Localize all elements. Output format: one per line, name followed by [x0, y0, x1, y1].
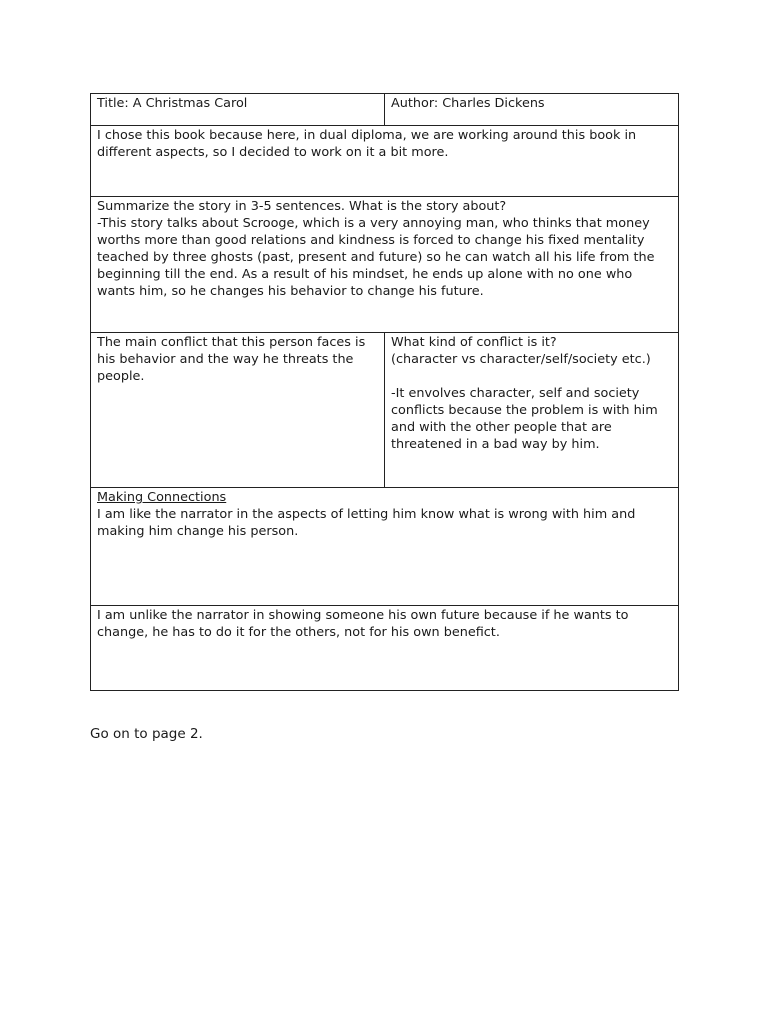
main-conflict-text: The main conflict that this person faces is his behavior and the way he threats the people.: [97, 335, 366, 384]
unlike-narrator-row: [91, 606, 679, 691]
summary-row: [91, 197, 679, 333]
book-author-cell: [385, 94, 679, 126]
conflict-type-spacer: [391, 368, 672, 385]
title-row: [91, 94, 679, 126]
unlike-narrator-text: I am unlike the narrator in showing someone his own future because if he wants to change, he has to do it for the others, not for his own benefict.: [97, 608, 629, 640]
connections-heading: Making Connections: [97, 490, 227, 505]
summary-prompt: Summarize the story in 3-5 sentences. What is the story about?: [97, 199, 507, 214]
reason-row: [91, 126, 679, 197]
book-title: Title: A Christmas Carol: [97, 96, 248, 111]
main-conflict-cell: [91, 333, 385, 488]
summary-text: -This story talks about Scrooge, which is a very annoying man, who thinks that money worths more than good relations and kindness is forced to change his fixed mentality teached by three ghosts (past, present and future) so he can watch all his life from the beginning till the end. As a result of his mindset, he ends up alone with no one who wants him, so he changes his behavior to change his future.: [97, 216, 655, 299]
like-narrator-text: I am like the narrator in the aspects of letting him know what is wrong with him and making him change his person.: [97, 507, 636, 539]
like-narrator-row: [91, 488, 679, 606]
next-page-note: Go on to page 2.: [90, 726, 203, 742]
like-narrator-cell: [91, 488, 679, 606]
conflict-row: [91, 333, 679, 488]
reason-cell: [91, 126, 679, 197]
conflict-type-prompt: What kind of conflict is it?: [391, 335, 557, 350]
reason-text: I chose this book because here, in dual diploma, we are working around this book in different aspects, so I decided to work on it a bit more.: [97, 128, 637, 160]
conflict-type-cell: [385, 333, 679, 488]
reading-worksheet-table: [90, 93, 679, 691]
conflict-type-options: (character vs character/self/society etc.): [391, 352, 651, 367]
book-author: Author: Charles Dickens: [391, 96, 545, 111]
conflict-type-answer: -It envolves character, self and society conflicts because the problem is with him and with the other people that are threatened in a bad way by him.: [391, 386, 658, 452]
summary-cell: [91, 197, 679, 333]
book-title-cell: [91, 94, 385, 126]
unlike-narrator-cell: [91, 606, 679, 691]
